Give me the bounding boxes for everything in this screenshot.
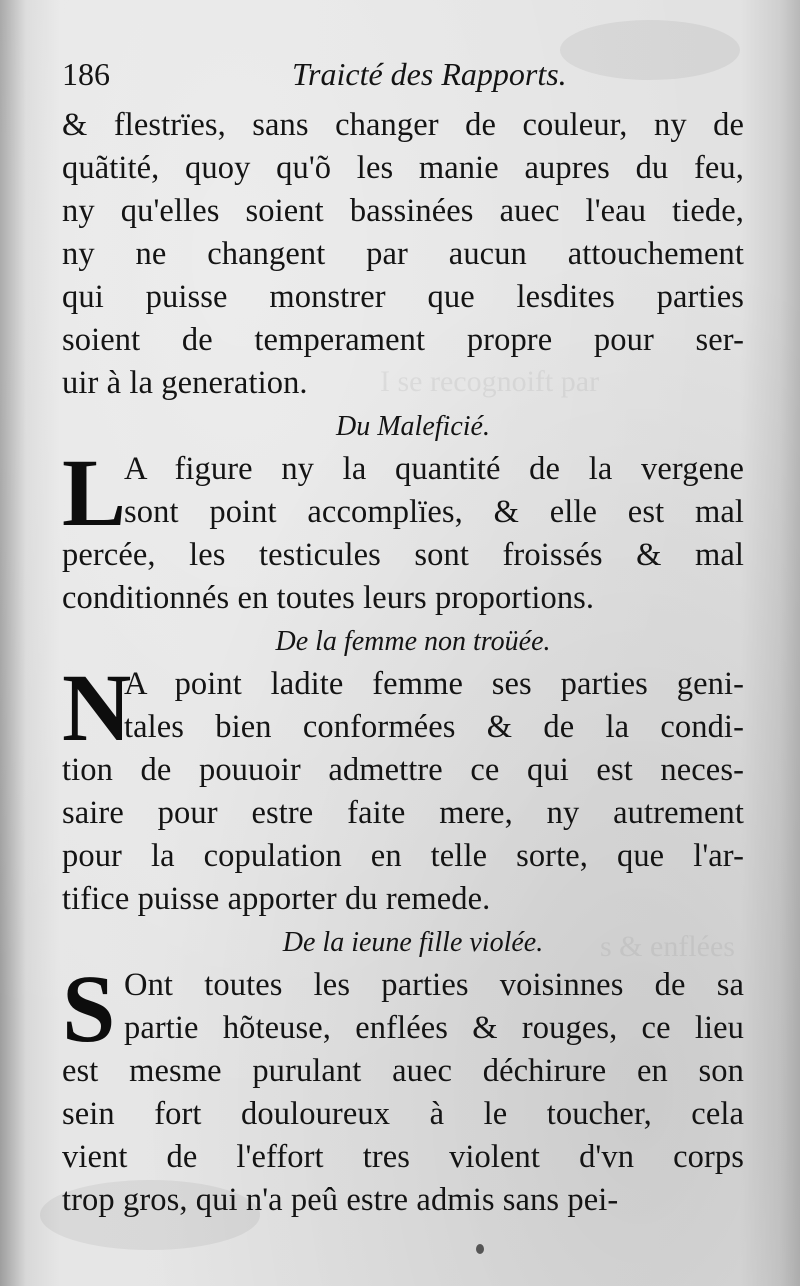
section-paragraph <box>62 654 744 921</box>
text-line: est mesme purulant auec déchirure en son <box>62 1053 744 1089</box>
page-number: 186 <box>62 56 110 92</box>
text-line: soient de temperament propre pour ser- <box>62 322 744 358</box>
ink-spot <box>476 1244 484 1254</box>
text-line: saire pour estre faite mere, ny autrement <box>62 795 744 831</box>
drop-cap: L <box>62 439 127 546</box>
drop-cap: S <box>62 955 116 1062</box>
text-line: sein fort douloureux à le toucher, cela <box>62 1096 744 1132</box>
text-line: A point ladite femme ses parties geni- <box>124 666 744 702</box>
text-line: sont point accomplïes, & elle est mal <box>124 494 744 530</box>
section-heading: De la femme non troüée. <box>275 626 551 657</box>
section-heading: Du Maleficié. <box>336 411 490 442</box>
text-line: ny qu'elles soient bassinées auec l'eau tiede, <box>62 193 744 229</box>
text-line: conditionnés en toutes leurs proportions. <box>62 580 595 616</box>
text-line: pour la copulation en telle sorte, que l'ar- <box>62 838 744 874</box>
text-line: tifice puisse apporter du remede. <box>62 881 491 917</box>
text-line: ny ne changent par aucun attouchement <box>62 236 744 272</box>
text-line: & flestrïes, sans changer de couleur, ny de <box>62 107 744 143</box>
text-line: tion de pouuoir admettre ce qui est neces- <box>62 752 744 788</box>
text-line: trop gros, qui n'a peû estre admis sans pei- <box>62 1182 619 1218</box>
text-line: quãtité, quoy qu'õ les manie aupres du feu, <box>62 150 744 186</box>
text-line: vient de l'effort tres violent d'vn corps <box>62 1139 744 1175</box>
section-heading: De la ieune fille violée. <box>282 927 544 958</box>
text-line: tales bien conformées & de la condi- <box>124 709 744 745</box>
running-title: Traicté des Rapports. <box>292 56 567 92</box>
page-body <box>62 104 744 1222</box>
text-line: qui puisse monstrer que lesdites parties <box>62 279 744 315</box>
text-line: percée, les testicules sont froissés & mal <box>62 537 744 573</box>
bleed-through-text: s & enflées <box>600 930 735 963</box>
drop-cap: N <box>62 654 132 761</box>
text-line: A figure ny la quantité de la vergene <box>124 451 744 487</box>
opening-paragraph <box>62 104 744 405</box>
section-paragraph <box>62 955 744 1222</box>
text-line: Ont toutes les parties voisinnes de sa <box>124 967 744 1003</box>
page-header <box>62 56 682 100</box>
section-paragraph <box>62 439 744 620</box>
bleed-through-text: I se recognoift par <box>380 365 600 398</box>
text-line: partie hõteuse, enflées & rouges, ce lieu <box>124 1010 744 1046</box>
text-line: uir à la generation. <box>62 365 308 401</box>
